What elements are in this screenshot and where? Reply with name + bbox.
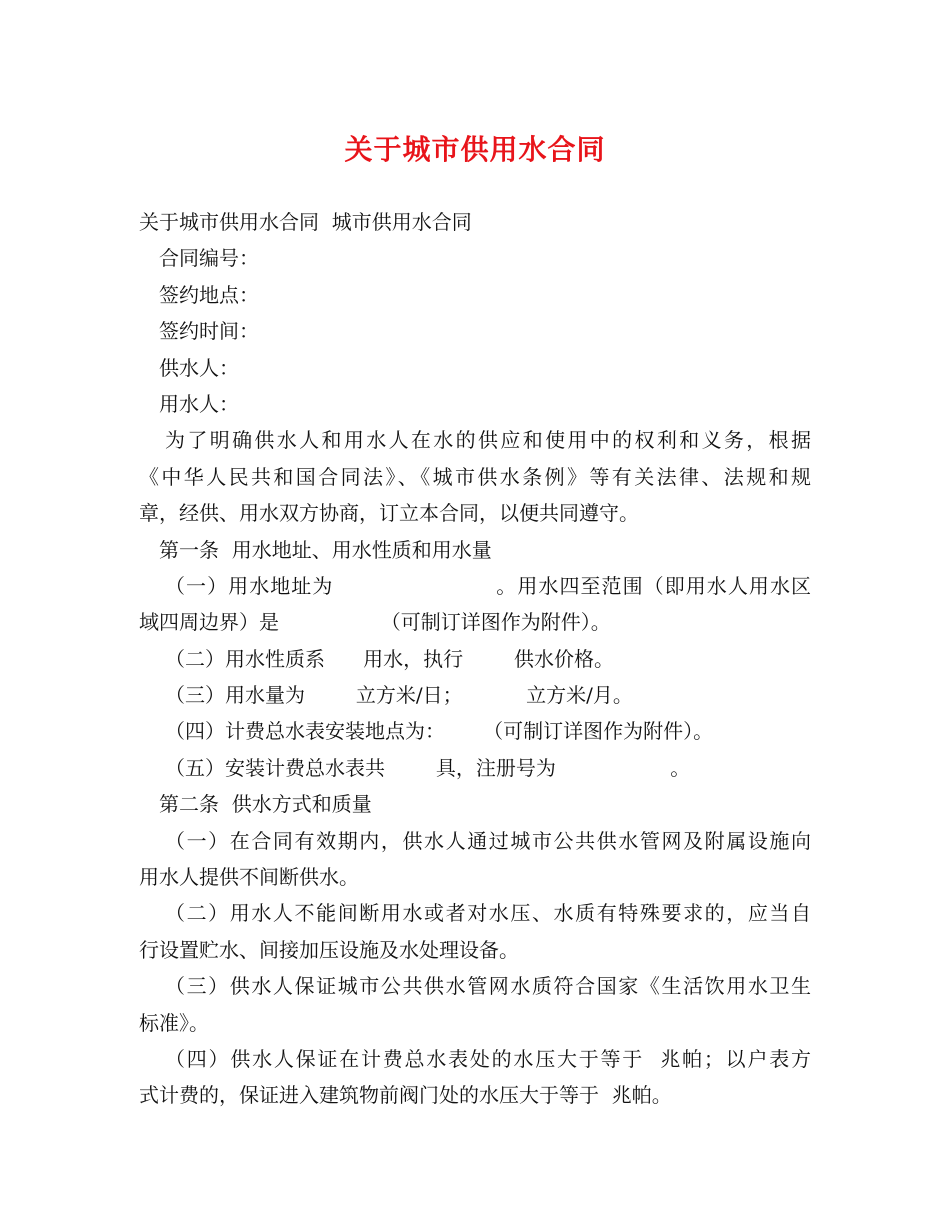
doc-line: （二）用水人不能间断用水或者对水压、水质有特殊要求的，应当自 [165,901,811,926]
doc-line: 为了明确供水人和用水人在水的供应和使用中的权利和义务，根据 [165,428,811,453]
doc-line: 行设置贮水、间接加压设施及水处理设备。 [139,937,519,962]
doc-line: 标准》。 [139,1010,209,1035]
doc-line: （二）用水性质系 用水，执行 供水价格。 [165,646,615,671]
doc-line: （四）计费总水表安装地点为： （可制订详图作为附件）。 [165,719,714,744]
article-heading: 第一条 用水地址、用水性质和用水量 [159,537,492,562]
doc-line: （三）用水量为 立方米/日； 立方米/月。 [165,683,633,708]
doc-line: （四）供水人保证在计费总水表处的水压大于等于 兆帕；以户表方 [165,1046,811,1071]
doc-line: 式计费的，保证进入建筑物前阀门处的水压大于等于 兆帕。 [139,1083,672,1108]
doc-line: （一）用水地址为 。用水四至范围（即用水人用水区 [165,573,811,598]
document-body [139,204,811,1114]
water-supplier-line: 供水人： [159,355,239,380]
article-heading: 第二条 供水方式和质量 [159,792,372,817]
doc-line: （一）在合同有效期内，供水人通过城市公共供水管网及附属设施向 [165,828,811,853]
signing-place-line: 签约地点： [159,282,259,307]
water-user-line: 用水人： [159,391,239,416]
document-title: 关于城市供用水合同 [344,133,606,166]
doc-line: （三）供水人保证城市公共供水管网水质符合国家《生活饮用水卫生 [165,974,811,999]
contract-number-line: 合同编号： [159,246,259,271]
doc-line: 《中华人民共和国合同法》、《城市供水条例》等有关法律、法规和规 [139,464,811,489]
doc-line: 用水人提供不间断供水。 [139,865,359,890]
signing-time-line: 签约时间： [159,319,259,344]
doc-line: 域四周边界）是 （可制订详图作为附件）。 [139,610,611,635]
doc-line: （五）安装计费总水表共 具，注册号为 。 [165,755,691,780]
doc-line: 章，经供、用水双方协商，订立本合同，以便共同遵守。 [139,501,639,526]
doc-line: 关于城市供用水合同 城市供用水合同 [139,210,472,234]
